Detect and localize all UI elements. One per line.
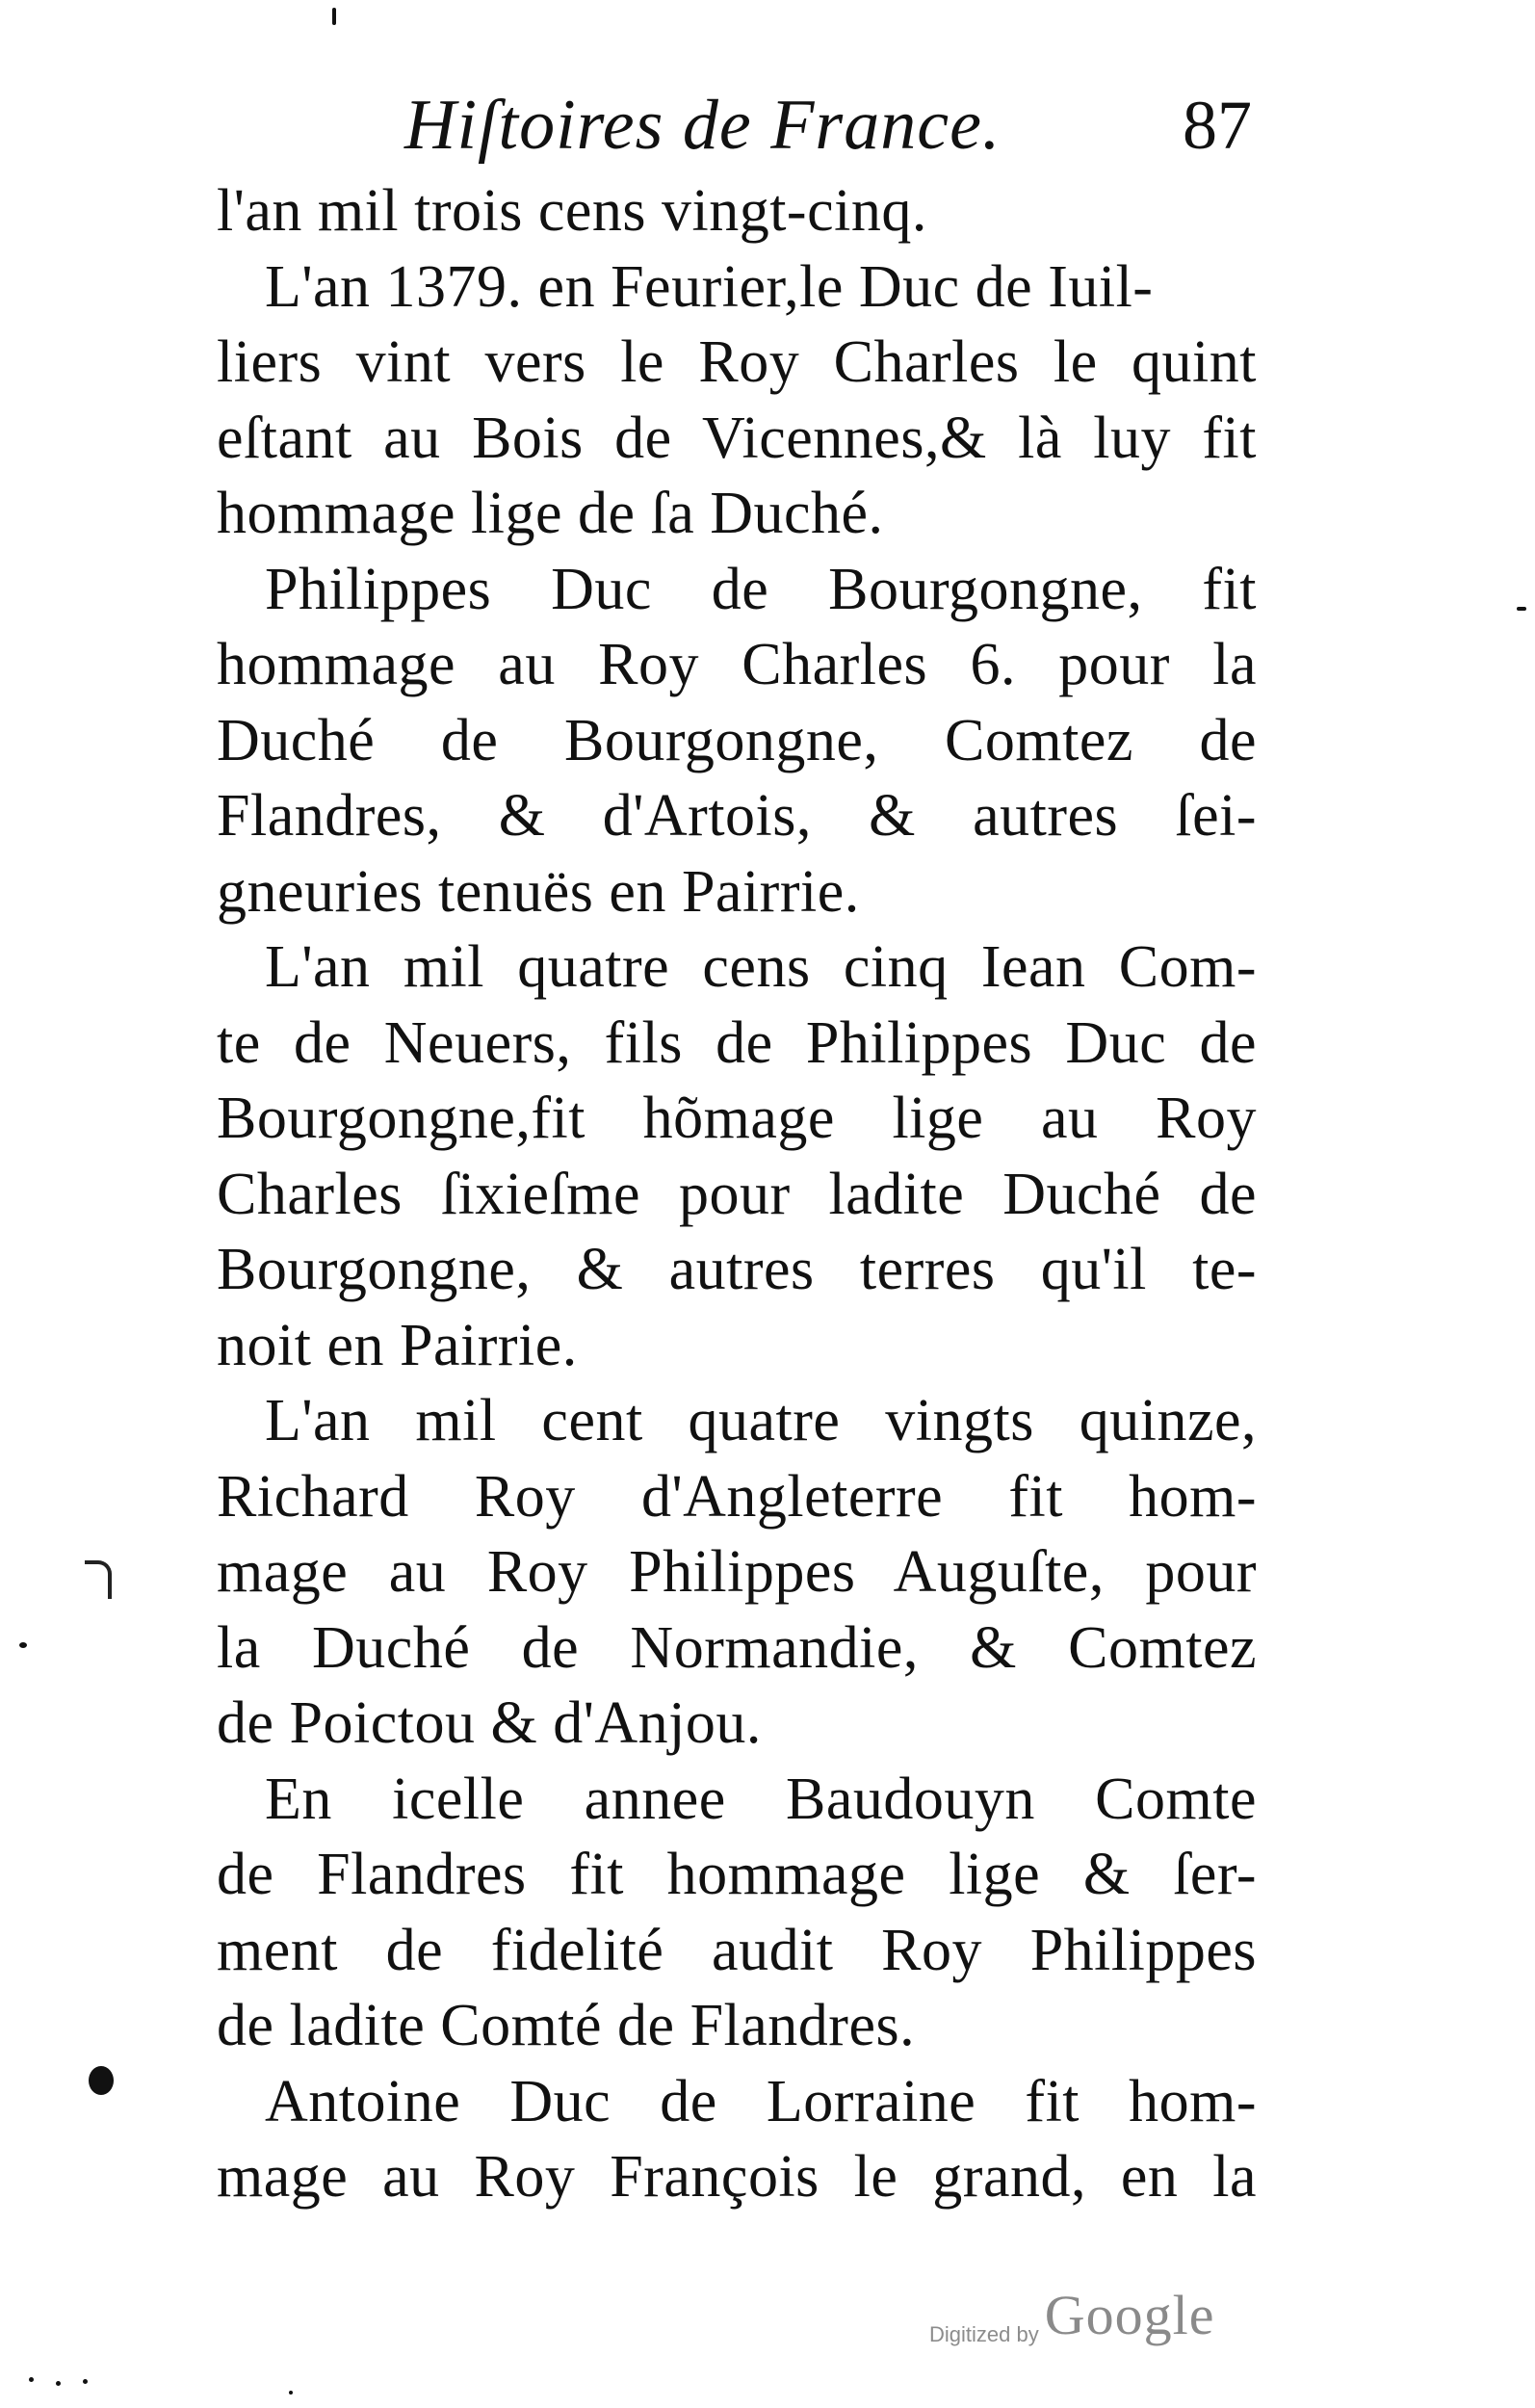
text-line: mage au Roy François le grand, en la: [217, 2144, 1257, 2210]
running-title: Hiſtoires de France.: [404, 86, 1002, 165]
text-line: Philippes Duc de Bourgongne, fit: [265, 556, 1257, 622]
ink-speck: [332, 8, 336, 25]
page-number: 87: [1183, 87, 1252, 164]
ink-speck: [56, 2381, 61, 2386]
text-line: l'an mil trois cens vingt-cinq.: [217, 178, 927, 244]
watermark-prefix: Digitized by: [929, 2322, 1039, 2346]
body-text: [217, 173, 1257, 2215]
google-logo: Google: [1044, 2284, 1215, 2346]
text-line: noit en Pairrie.: [217, 1312, 578, 1378]
text-line: te de Neuers, fils de Philippes Duc de: [217, 1009, 1257, 1076]
text-line: Bourgongne,fit hõmage lige au Roy: [217, 1086, 1257, 1151]
text-line: de Poictou & d'Anjou.: [217, 1690, 762, 1756]
ink-speck: [83, 2379, 88, 2384]
digitized-watermark: [929, 2283, 1214, 2350]
ink-speck: [89, 2066, 114, 2095]
text-line: eſtant au Bois de Vicennes,& là luy fit: [217, 405, 1257, 471]
text-line: de Flandres fit hommage lige & ſer-: [217, 1842, 1257, 1907]
text-line: Bourgongne, & autres terres qu'il te-: [217, 1237, 1257, 1302]
text-line: liers vint vers le Roy Charles le quint: [217, 329, 1257, 395]
ink-speck: [1517, 607, 1526, 611]
text-line: Antoine Duc de Lorraine fit hom-: [265, 2068, 1257, 2134]
text-line: L'an mil cent quatre vingts quinze,: [265, 1388, 1257, 1453]
page-header: [404, 77, 1252, 173]
text-line: gneuries tenuës en Pairrie.: [217, 858, 860, 925]
text-line: mage au Roy Philippes Auguſte, pour: [217, 1539, 1257, 1605]
text-line: de ladite Comté de Flandres.: [217, 1993, 916, 2058]
text-line: L'an 1379. en Feurier,le Duc de Iuil-: [265, 253, 1154, 320]
text-line: En icelle annee Baudouyn Comte: [265, 1766, 1257, 1832]
text-line: Duché de Bourgongne, Comtez de: [217, 707, 1257, 773]
ink-speck: [19, 1642, 27, 1648]
text-line: Charles ſixieſme pour ladite Duché de: [217, 1161, 1257, 1227]
text-line: ment de fidelité audit Roy Philippes: [217, 1917, 1257, 1983]
ink-speck: [29, 2377, 34, 2382]
margin-bracket-mark: [85, 1560, 112, 1599]
text-line: la Duché de Normandie, & Comtez: [217, 1614, 1257, 1681]
text-line: Richard Roy d'Angleterre fit hom-: [217, 1463, 1257, 1530]
text-line: L'an mil quatre cens cinq Iean Com-: [265, 934, 1257, 1000]
text-line: hommage au Roy Charles 6. pour la: [217, 632, 1257, 697]
text-line: Flandres, & d'Artois, & autres ſei-: [217, 783, 1257, 849]
text-line: hommage lige de ſa Duché.: [217, 481, 884, 546]
ink-speck: [289, 2391, 293, 2395]
